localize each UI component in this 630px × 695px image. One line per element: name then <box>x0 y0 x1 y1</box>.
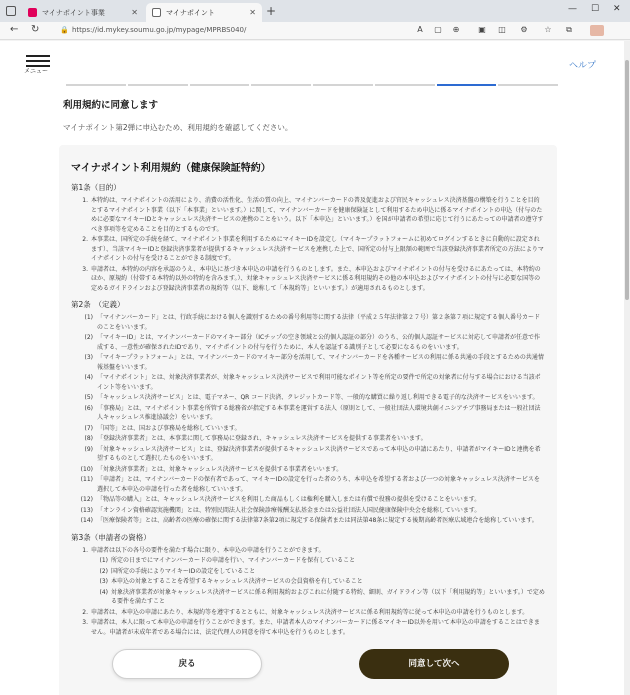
new-tab-icon[interactable]: + <box>266 4 277 18</box>
menu-label: メニュー <box>24 68 49 75</box>
terms-paragraph <box>71 618 545 637</box>
paragraph-number: (4) <box>99 588 108 596</box>
paragraph-text: 本申込の対象とすることを希望するキャッシュレス決済サービスの会員資格を有していること <box>111 578 363 585</box>
paragraph-number: (10) <box>80 465 93 473</box>
article-heading: 第2条 （定義） <box>71 300 125 309</box>
paragraph-text: 申請者は、本特約の内容を承認のうえ、本申込に基づき本申込の申請を行うものとします。また、本申込およびマイナポイントの付与を受けるにあたっては、本特約のほか、原規約（付帯する本特約以外の特約を含みます。）、対象キャッシュレス決済サービスに係る利用規約その他の本申込およびマイナポイントの付与に必要な国等の定めるガイドラインおよび登録決済事業者の規約等（以下、総称して「本規約等」といいます。）が適用されるものとします。 <box>91 265 541 292</box>
terms-paragraph <box>71 393 545 403</box>
paragraph-number: (2) <box>84 334 93 341</box>
progress-step <box>128 84 188 86</box>
terms-paragraph <box>71 333 545 352</box>
back-arrow-icon[interactable]: ← <box>10 24 19 35</box>
paragraph-text: 「マイナンバーカード」とは、行政手続における個人を識別するための番号利用等に関する法律（平成２５年法律第２７号）第２条第７項に規定する個人番号カードのことをいいます。 <box>97 314 541 331</box>
paragraph-number: (9) <box>84 445 93 453</box>
terms-paragraph <box>71 516 545 526</box>
terms-paragraph <box>71 577 545 587</box>
paragraph-number: (2) <box>99 567 108 575</box>
reload-icon[interactable]: ↻ <box>31 24 40 35</box>
terms-paragraph <box>71 373 545 392</box>
paragraph-text: 「物品等の購入」とは、キャッシュレス決済サービスを利用した商品もしくは権利を購入しまたは有償で役務の提供を受けることをいいます。 <box>97 496 481 503</box>
hamburger-icon <box>26 55 50 57</box>
paragraph-number: 3. <box>82 619 88 626</box>
paragraph-number: (12) <box>80 496 93 503</box>
maximize-icon[interactable]: ☐ <box>591 4 600 14</box>
paragraph-text: 「オンライン資格確認実施機関」とは、特別民間法人社会保険診療報酬支払基金または公益社団法人国民健康保険中央会を総称していいます。 <box>97 506 481 514</box>
paragraph-number: (1) <box>99 557 108 564</box>
paragraph-number: 1. <box>82 197 88 204</box>
paragraph-text: 「マイキーID」とは、マイナンバーカードのマイキー部分（ICチップの空き領域と公的個人認証の部分）のうち、公的個人認証サービスに対応して申請者が任意で作成する、一意性が確保されたIDであり、マイナポイントの付与を行うために、本人を認証する識別子として必要になるものをいいます。 <box>97 334 540 351</box>
terms-paragraph <box>71 567 545 577</box>
paragraph-number: (11) <box>80 476 93 483</box>
favicon-icon <box>152 8 161 17</box>
paragraph-text: 「キャッシュレス決済サービス」とは、電子マネー、QR コード決済、クレジットカード等、一般的な購買に繰り返し利用できる電子的な決済サービスをいいます。 <box>97 394 539 401</box>
paragraph-text: 「医療保険者等」とは、高齢者の医療の確保に関する法律第7条第2項に規定する保険者または同法第48条に規定する後期高齢者医療広域連合を総称していいます。 <box>97 517 538 524</box>
paragraph-number: 2. <box>82 608 88 616</box>
paragraph-text: 申請者は、本申込の申請にあたり、本規約等を遵守するとともに、対象キャッシュレス決済サービスに係る利用規約等に従って本申込の申請を行うものとします。 <box>91 608 529 616</box>
progress-step <box>66 84 126 86</box>
paragraph-text: 「申請者」とは、マイナンバーカードの保有者であって、マイキーIDの設定を行った者のうち、本申込を希望する者および一つの対象キャッシュレス決済サービスを選択して本申込の申請を行った者を総称していいます。 <box>97 476 540 493</box>
paragraph-text: 「マイナポイント」とは、対象決済事業者が、対象キャッシュレス決済サービスで利用可能なポイント等を所定の要件で所定の対象者に付与する場合における当該ポイント等をいいます。 <box>97 374 541 391</box>
paragraph-text: 「マイキープラットフォーム」とは、マイナンバーカードのマイキー部分を活用して、マイナンバーカードを各種サービスの利用に係る共通の手段とするための共通情報基盤をいいます。 <box>97 354 544 371</box>
terms-paragraph <box>71 506 545 516</box>
paragraph-text: 本事業は、国所定の手続を経て、マイナポイント事業を利用するためにマイキーIDを設定し（マイキープラットフォームに初めてログインするときに自動的に設定されます）、当該マイキーIDと登録決済事業者が提供するキャッシュレス決済サービスを連携した上で、国所定の付与上限額の範囲で当該登録決済事業者所定の方法によりマイナポイントの付与を受けることができる制度です。 <box>91 236 544 262</box>
terms-paragraph <box>71 265 545 294</box>
agree-next-button[interactable]: 同意して次へ <box>359 649 509 679</box>
app-icon[interactable]: ▢ <box>434 25 442 34</box>
paragraph-number: (3) <box>84 354 93 361</box>
terms-paragraph <box>71 196 545 234</box>
article-heading: 第1条（目的） <box>71 183 121 192</box>
paragraph-number: (4) <box>84 374 93 381</box>
address-bar <box>0 22 630 40</box>
progress-step <box>498 84 558 86</box>
collections-icon[interactable]: ⧉ <box>566 25 572 34</box>
terms-paragraph <box>71 404 545 423</box>
terms-paragraph <box>71 556 545 566</box>
paragraph-text: 申請者は、本人に限って本申込の申請を行うことができます。また、申請者本人のマイナンバーカードに係るマイキーID以外を用いて本申込の申請をすることはできません。申請者が未成年者である場合には、法定代理人の同意を得て本申込を行うものとします。 <box>91 619 540 636</box>
minimize-icon[interactable]: — <box>568 4 577 14</box>
page-title: 利用規約に同意します <box>63 100 159 111</box>
terms-paragraph <box>71 235 545 264</box>
scrollbar-thumb[interactable] <box>625 60 629 300</box>
progress-step <box>251 84 311 86</box>
article-heading: 第3条（申請者の資格） <box>71 532 151 542</box>
terms-paragraph <box>71 313 545 332</box>
terms-paragraph <box>71 495 545 505</box>
lock-icon[interactable]: 🔒 <box>60 26 69 34</box>
terms-paragraph <box>71 588 545 607</box>
back-button[interactable]: 戻る <box>112 649 262 679</box>
paragraph-number: (8) <box>84 435 93 442</box>
progress-step <box>313 84 373 86</box>
zoom-icon[interactable]: ⊕ <box>452 25 460 34</box>
terms-paragraph <box>71 608 545 618</box>
browser-tab-1[interactable] <box>22 3 144 22</box>
progress-step <box>375 84 435 86</box>
terms-paragraph <box>71 475 545 494</box>
page-description: マイナポイント第2弾に申込むため、利用規約を確認してください。 <box>63 123 293 132</box>
url-field[interactable]: https://id.mykey.soumu.go.jp/mypage/MPRBS040/ <box>72 26 247 34</box>
terms-paragraph <box>71 424 545 434</box>
close-window-icon[interactable]: ✕ <box>613 4 621 14</box>
step-progress <box>66 84 558 86</box>
terms-paragraph <box>71 434 545 444</box>
paragraph-text: 「事務局」とは、マイナポイント事業を所管する総務省が指定する本事業を運営する法人（原則として、一般社団法人環境共創イニシアチブ事務局または一般社団法人キャッシュレス推進協議会）をいいます。 <box>97 404 541 421</box>
favorites-icon[interactable]: ☆ <box>544 25 552 34</box>
paragraph-number: (14) <box>80 517 93 524</box>
terms-paragraph <box>71 546 545 556</box>
page-content <box>0 41 624 695</box>
terms-paragraph <box>71 445 545 464</box>
terms-paragraph <box>71 465 545 475</box>
paragraph-number: (5) <box>84 394 93 401</box>
paragraph-text: 対象決済事業者が対象キャッシュレス決済サービスに係る利用規約およびこれに付随する特約、細則、ガイドライン等（以下「利用規約等」といいます。）で定める要件を満たすこと <box>111 588 545 605</box>
paragraph-number: 3. <box>82 265 88 273</box>
read-aloud-icon[interactable]: A <box>417 25 423 34</box>
profile-avatar[interactable] <box>590 25 604 36</box>
browser-tab-2[interactable] <box>146 3 262 22</box>
split-screen-icon[interactable]: ◫ <box>498 25 506 34</box>
paragraph-text: 「国等」とは、国および事務局を総称していいます。 <box>97 424 241 432</box>
paragraph-number: (13) <box>80 506 93 514</box>
help-link[interactable]: ヘルプ <box>569 61 597 71</box>
browser-tab-strip <box>0 0 630 22</box>
paragraph-text: 所定の日までにマイナンバーカードの申請を行い、マイナンバーカードを保有していること <box>111 557 356 564</box>
terms-title: マイナポイント利用規約（健康保険証特約） <box>71 163 271 174</box>
tab-title: マイナポイント事業 <box>42 8 105 17</box>
paragraph-text: 申請者は以下の各号の要件を満たす場合に限り、本申込の申請を行うことができます。 <box>91 546 325 554</box>
paragraph-text: 本特約は、マイナポイントの活用により、消費の活性化、生活の質の向上、マイナンバーカードの普及促進および官民キャッシュレス決済基盤の構築を行うことを目的とするマイナポイント事業（以下「本事業」といいます。）に関して、マイナンバーカードを健康保険証として利用するため申込に係るマイナポイントの申込（付与のために必要なマイキーIDとキャッシュレス決済サービスの連携のことをいう。以下「本申込」といいます。）を国が申請者の希望に応じて行うにあたっての申請者の遵守すべき事項等を定めることを目的とするものです。 <box>91 197 544 233</box>
favicon-icon <box>28 8 37 17</box>
terms-paragraph <box>71 353 545 372</box>
paragraph-number: (6) <box>84 404 93 412</box>
progress-step <box>190 84 250 86</box>
tab-actions-icon[interactable] <box>6 6 16 16</box>
terms-articles <box>71 182 545 637</box>
paragraph-number: (7) <box>84 424 93 432</box>
tab-title: マイナポイント <box>166 8 215 17</box>
paragraph-text: 「対象決済事業者」とは、対象キャッシュレス決済サービスを提供する事業者をいいます。 <box>97 465 343 473</box>
paragraph-number: (3) <box>99 578 108 585</box>
paragraph-number: 2. <box>82 236 88 243</box>
close-tab-icon[interactable]: ✕ <box>249 8 256 17</box>
terms-panel[interactable] <box>59 145 557 695</box>
settings-icon[interactable]: ⚙ <box>520 25 528 34</box>
paragraph-text: 「登録決済事業者」とは、本事業に関して事務局に登録され、キャッシュレス決済サービスを提供する事業者をいいます。 <box>97 435 427 442</box>
paragraph-text: 国所定の手続によりマイキーIDの設定をしていること <box>111 567 256 575</box>
extension-icon[interactable]: ▣ <box>478 25 486 34</box>
paragraph-number: 1. <box>82 546 88 554</box>
hamburger-bar <box>26 60 50 62</box>
paragraph-number: (1) <box>84 314 93 321</box>
progress-step <box>437 84 497 86</box>
close-tab-icon[interactable]: ✕ <box>131 8 138 17</box>
paragraph-text: 「対象キャッシュレス決済サービス」とは、登録決済事業者が提供するキャッシュレス決済サービスであって本申込の申請にあたり、申請者がマイキーIDと連携を希望するものとして選択したものをいいます。 <box>97 445 541 462</box>
